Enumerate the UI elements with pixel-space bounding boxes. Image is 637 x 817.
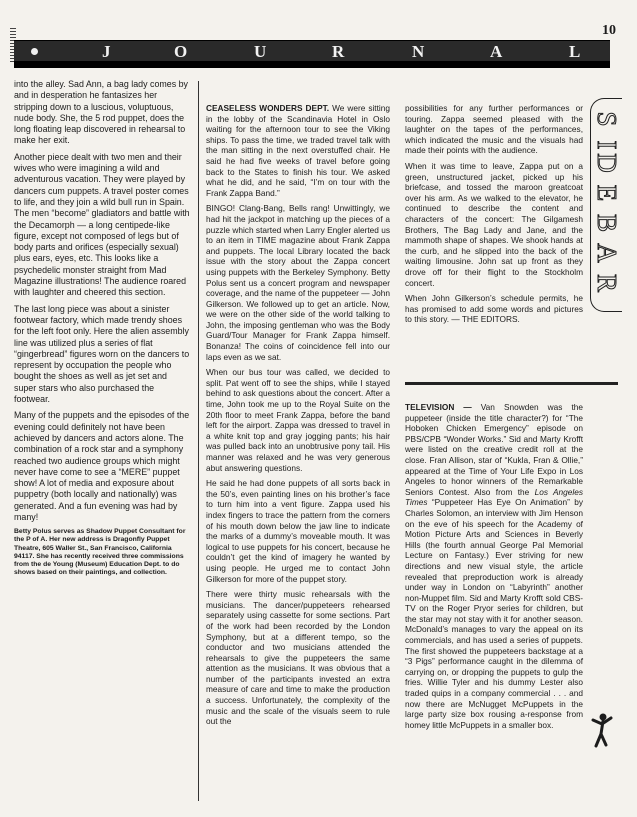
paragraph: There were thirty music rehearsals with the musicians. The dancer/puppeteers rehearsed separately using cassette for some sections. Part of the work had been recorded by the London Symphony, but at a different tempo, so the conductor and two musicians attended the rehearsals to give the puppeteers the same attention as the musicians. It was obvious that a number of the participants invested an extra measure of care and time to make the production a success. Unfortunately, the complexity of the music and the scale of the visuals seem to rule out the <box>206 589 390 727</box>
paragraph <box>206 103 390 198</box>
publication-title: Los Angeles Times <box>405 486 583 508</box>
banner-letter: N <box>412 42 425 61</box>
author-bio: Betty Polus serves as Shadow Puppet Consultant for the P of A. Her new address is Dragonfly Puppet Theatre, 605 Waller St., San Francisco, California 94117. She has recently received three commissions from the de Young (Museum) Education Dept. to do shows based on their paintings, and collection. <box>14 528 186 577</box>
dancing-figure-icon <box>588 712 616 752</box>
section-heading: CEASELESS WONDERS DEPT. <box>206 103 330 113</box>
sidebar-letter: I <box>592 140 622 150</box>
section-rule <box>405 382 618 385</box>
paragraph: When our bus tour was called, we decided to split. Pat went off to see the ships, while I stayed behind to ask questions about the concert. After a time, John took me up to the Royal Suite on the 20th floor to meet Frank Zappa, before the band left for the airport. Zappa was dressed to travel in a white knit top and gray jogging pants; his hair was pulled back into an unobtrusive pony tail. His manner was relaxed and he was very generous abut answering questions. <box>206 367 390 473</box>
page-number: 10 <box>602 23 616 38</box>
paragraph: He said he had done puppets of all sorts back in the 50’s, even painting lines on his brother’s face to turn him into a vent figure. Zappa used his index fingers to trace the pattern from the corners of his mouth down below the jaw line to indicate the marks of a dummy’s moveable mouth. It was logical to use puppets for his concert, because he couldn’t get the kind of imagery he wanted by using people. He urged me to contact John Gilkerson for more of the puppet story. <box>206 478 390 584</box>
paragraph: BINGO! Clang-Bang, Bells rang! Unwittingly, we had hit the jackpot in matching up the pieces of a puzzle which started when Larry Engler alerted us to an item in TIME magazine about Frank Zappa and puppets. The local Library located the back issue with the story about the Zappa concert using puppets with the Berkeley Symphony. Betty Polus sent us a concert program and newspaper coverage, and the name of the puppeteer — John Gilkerson. We followed up to get an article. Now, we were on the other side of the world talking to John, the imposing gentleman who was the Body Guard/Tour Manager for Frank Zappa himself. Bonanza! The coins of coincidence fell into our laps even as we sat. <box>206 203 390 362</box>
banner-letter: U <box>254 42 267 61</box>
paragraph <box>405 402 583 730</box>
bullet-icon <box>31 48 38 55</box>
sidebar-letter: E <box>592 184 622 202</box>
section-heading: TELEVISION — <box>405 402 472 412</box>
column-3-television <box>405 402 583 735</box>
paragraph: When it was time to leave, Zappa put on a green, unstructured jacket, picked up his briefcase, and tossed the maroon greatcoat over his arm. As we walked to the elevator, he continued to describe the content and characters of the concert: The Gilgamesh Brothers, The Bag Lady and Jane, and the mammoth shape of shapes. We shook hands at the curb, and he slipped into the back of the waiting limousine. John sat up front as they drove off for their flight to the Stockholm concert. <box>405 160 583 288</box>
banner-letter: R <box>332 42 345 61</box>
paragraph: The last long piece was about a sinister footwear factory, which made trendy shoes for the left foot only. Here the alien assembly line was utilized plus a series of flat “gingerbread” figures worn on the dancers to represent by occupation the people who bought the shoes as well as jet set and super stars who also purchased the footwear. <box>14 303 190 405</box>
sidebar-letter: S <box>592 111 622 127</box>
sidebar-letter: R <box>592 273 622 292</box>
journal-banner <box>14 40 610 62</box>
paragraph: into the alley. Sad Ann, a bag lady comes by and in desperation he fantasizes her stripping down to a luscious, voluptuous, nude body. She, the 5 rod puppet, does the long floating leap discovered in rehearsal to make her exit. <box>14 79 188 146</box>
sidebar-letter: B <box>592 213 622 232</box>
banner-letter: A <box>490 42 503 61</box>
paragraph: When John Gilkerson’s schedule permits, he has promised to add some words and pictures to this story. — THE EDITORS. <box>405 293 583 325</box>
paragraph: Another piece dealt with two men and their wives who were imagining a wild and adventurous vacation. They were played by dancers cum puppets. A travel poster comes to life, and they join a wild bull run in Spain. The men “become” gladiators and battle with the Decamorph — a long centipede-like figure, except not composed of legs but of body parts and orifices (especially sexual) plus ears, eyes, etc. This looks like a psychedelic monster straight from Mad Magazine illustrations! The audience roared with laughter and cheered this section. <box>14 151 190 298</box>
banner-letter: O <box>174 42 188 61</box>
paragraph-text: We were sitting in the lobby of the Scandinavia Hotel in Oslo waiting for the afternoon tour to see the Viking ships. To pass the time, we traded travel talk with the man sitting in the next overstuffed chair. He said he had five weeks of travel before going back to the States to finish his tour. We asked what he did, and he said, “I’m on tour with the Frank Zappa Band.” <box>206 103 390 198</box>
paragraph: Many of the puppets and the episodes of the evening could definitely not have been achieved by dancers and actors alone. The combination of a rock star and a symphony reached two audience groups which might never have come to see a “MERE” puppet show! A lot of media and exposure about puppetry (both locally and nationally) was generated. And a fun evening was had by many! <box>14 410 190 522</box>
paragraph: possibilities for any further performances or touring. Zappa seemed pleased with the laughter on the tapes of the performances, which indicated the music and the visuals had made their points with the audience. <box>405 103 583 156</box>
column-3-upper <box>405 103 583 330</box>
column-1 <box>14 79 190 583</box>
paragraph-text: Van Snowden was the puppeteer (inside the title character?) for “The Hoboken Chicken Emergency” episode on PBS/CPB “Wonder Works.” Sid and Marty Krofft were listed on the creative credit roll at the close. Fran Allison, star of “Kukla, Fran & Ollie,” appeared at the Time of Your Life Expo in Los Angeles to honor winners of the Remarkable Seniors Contest. Also from the <box>405 402 583 497</box>
sidebar-letter: A <box>592 243 622 263</box>
banner-letter: J <box>102 42 111 61</box>
banner-shadow <box>14 62 610 68</box>
column-divider <box>198 81 199 801</box>
banner-letter: L <box>569 42 581 61</box>
paragraph-text: “Puppeteer Has Eye On Animation” by Charles Solomon, an interview with Jim Henson on the eve of his speech for the Academy of Motion Picture Arts and Sciences in Beverly Hills (the fourth annual George Pal Memorial Lecture on Fantasy.) Ever striving for new directions and new visual style, the article revealed that preproduction work is already under way in London on “Labyrinth” another non-Muppet film. Sid and Marty Krofft sold CBS-TV on the Roger Pryor series for children, but the star may not stay with it for another season. McDonald’s manages to vary the appeal on its commercials, and has used a series of puppets. The first showed the puppeteers backstage at a “3 Pigs” performance caught in the dilemma of carrying on, or dropping the puppets to gulp the fries. Willie Tyler and his dummy Lester also traded quips in a company commercial . . . and now there are McNugget McPuppets in the large party size box rousing a-response from homey little McPuppets in a smaller box. <box>405 497 583 730</box>
column-2 <box>206 103 390 732</box>
sidebar-letter: D <box>592 153 622 173</box>
